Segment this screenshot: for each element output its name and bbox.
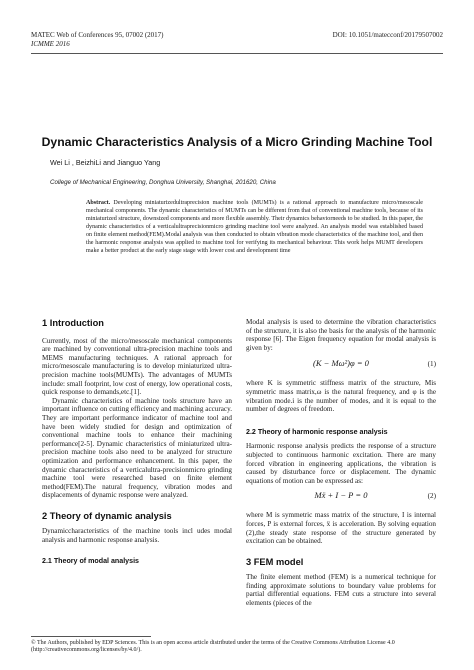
harmonic-paragraph-1: Harmonic response analysis predicts the response of a structure subjected to continuous harmonic excitation. There are many forced vibration in engineering applications, the vibration is caused by disturbance force or displacement. The dynamic equations of motion can be expressed as:	[246, 442, 436, 485]
modal-paragraph-1: Modal analysis is used to determine the vibration characteristics of the structure, it is also the basis for the analysis of the harmonic response [6]. The Eigen frequency equation for modal analysis is given by:	[246, 318, 436, 352]
intro-paragraph-2: Dynamic characteristics of machine tools structure have an important influence on cutting efficiency and machining accuracy. They are important performance indicator of machine tool and have been widely studied for design and optimization of conventional machine tools to enhance their machining performance[2-5]. Dynamic characteristics of miniaturized ultra-precision machine tools also need to be analyzed for structure optimization and performance enhancement. In this paper, the dynamic characteristics of a verticalultra-precisionmicro grinding machine tool were researched based on finite element method(FEM).The natural frequency, vibration modes and displacements of dynamic response were analyzed.	[42, 396, 232, 500]
paper-title: Dynamic Characteristics Analysis of a Micro Grinding Machine Tool	[41, 135, 433, 149]
modal-paragraph-2: where K is symmetric stiffness matrix of the structure, Mis symmetric mass matrix,ω is the natural frequency, and φ is the vibration mode.i is the number of modes, and it is equal to the number of degrees of freedom.	[246, 379, 436, 414]
affiliation: College of Mechanical Engineering, Donghua University, Shanghai, 201620, China	[50, 179, 276, 186]
equation-2	[246, 491, 436, 505]
fem-paragraph: The finite element method (FEM) is a numerical technique for finding approximate solutions to boundary value problems for partial differential equations. FEM cuts a structure into several elements (pieces of the	[246, 573, 436, 608]
theory-paragraph: Dynamiccharacteristics of the machine tools incl udes modal analysis and harmonic response analysis.	[42, 527, 232, 545]
left-column	[42, 318, 232, 565]
intro-paragraph-1: Currently, most of the micro/mesoscale mechanical components are machined by conventional ultra-precision machine tools and MEMS manufacturing techniques. A rational approach for micro/mesoscale manufacturing is to develop miniaturized ultra-precision machine tools(MUMTs). The advantages of MUMTs include: small footprint, low cost of energy, low operational costs, quick response to demands,etc.[1].	[42, 336, 232, 397]
footer-divider	[31, 636, 151, 637]
journal-citation: MATEC Web of Conferences 95, 07002 (2017)	[31, 31, 164, 39]
equation-2-number: (2)	[427, 492, 436, 501]
running-header-left	[31, 31, 163, 49]
section-heading-introduction: 1 Introduction	[42, 318, 104, 328]
equation-1-body: (K − Mω²)φ = 0	[313, 358, 369, 369]
author-list: Wei Li , BeizhiLi and Jianguo Yang	[50, 158, 161, 167]
harmonic-paragraph-2: where M is symmetric mass matrix of the structure, I is internal forces, P is external forces, ẍ is acceleration. By solving equation (2),the steady state response of the structure generated by excitation can be obtained.	[246, 511, 436, 546]
abstract	[86, 200, 423, 256]
subsection-heading-modal: 2.1 Theory of modal analysis	[42, 556, 139, 565]
equation-2-body: Mẍ + I − P = 0	[314, 490, 368, 501]
equation-1	[246, 359, 436, 373]
abstract-label: Abstract.	[86, 200, 111, 206]
doi-text[interactable]: DOI: 10.1051/matecconf/20179507002	[332, 31, 443, 39]
header-divider	[31, 53, 443, 54]
abstract-text: Developing miniaturizedultraprecision machine tools (MUMTs) is a rational approach to manufacture micro/mesoscale mechanical components. The dynamic characteristics of MUMTs can be different from that of conventional machine tools, because of its miniaturized structure, downsized components and more flexible assembly. Their dynamics behaviorneeds to be studied. In this paper, the dynamic characteristics of a verticalultraprecisionmicro grinding machine tool were analyzed. An analysis model was established based on finite element method(FEM).Modal analysis was then conducted to obtain vibration mode characteristics of the machine tool, and then the harmonic response analysis was applied to machine tool for verifying its mechanical behaviour. This work helps MUMT developers make a better product at the early stage stage with lower cost and development time	[86, 200, 423, 254]
section-heading-fem: 3 FEM model	[246, 556, 304, 567]
right-column	[246, 318, 436, 608]
equation-1-number: (1)	[427, 360, 436, 369]
license-footer: © The Authors, published by EDP Sciences. This is an open access article distributed under the terms of the Creative Commons Attribution License 4.0 (http://creativecommons.org/licenses/by/4.0/).	[31, 640, 395, 654]
conference-name: ICMME 2016	[31, 40, 70, 48]
section-heading-theory: 2 Theory of dynamic analysis	[42, 510, 172, 521]
subsection-heading-harmonic: 2.2 Theory of harmonic response analysis	[246, 427, 388, 436]
